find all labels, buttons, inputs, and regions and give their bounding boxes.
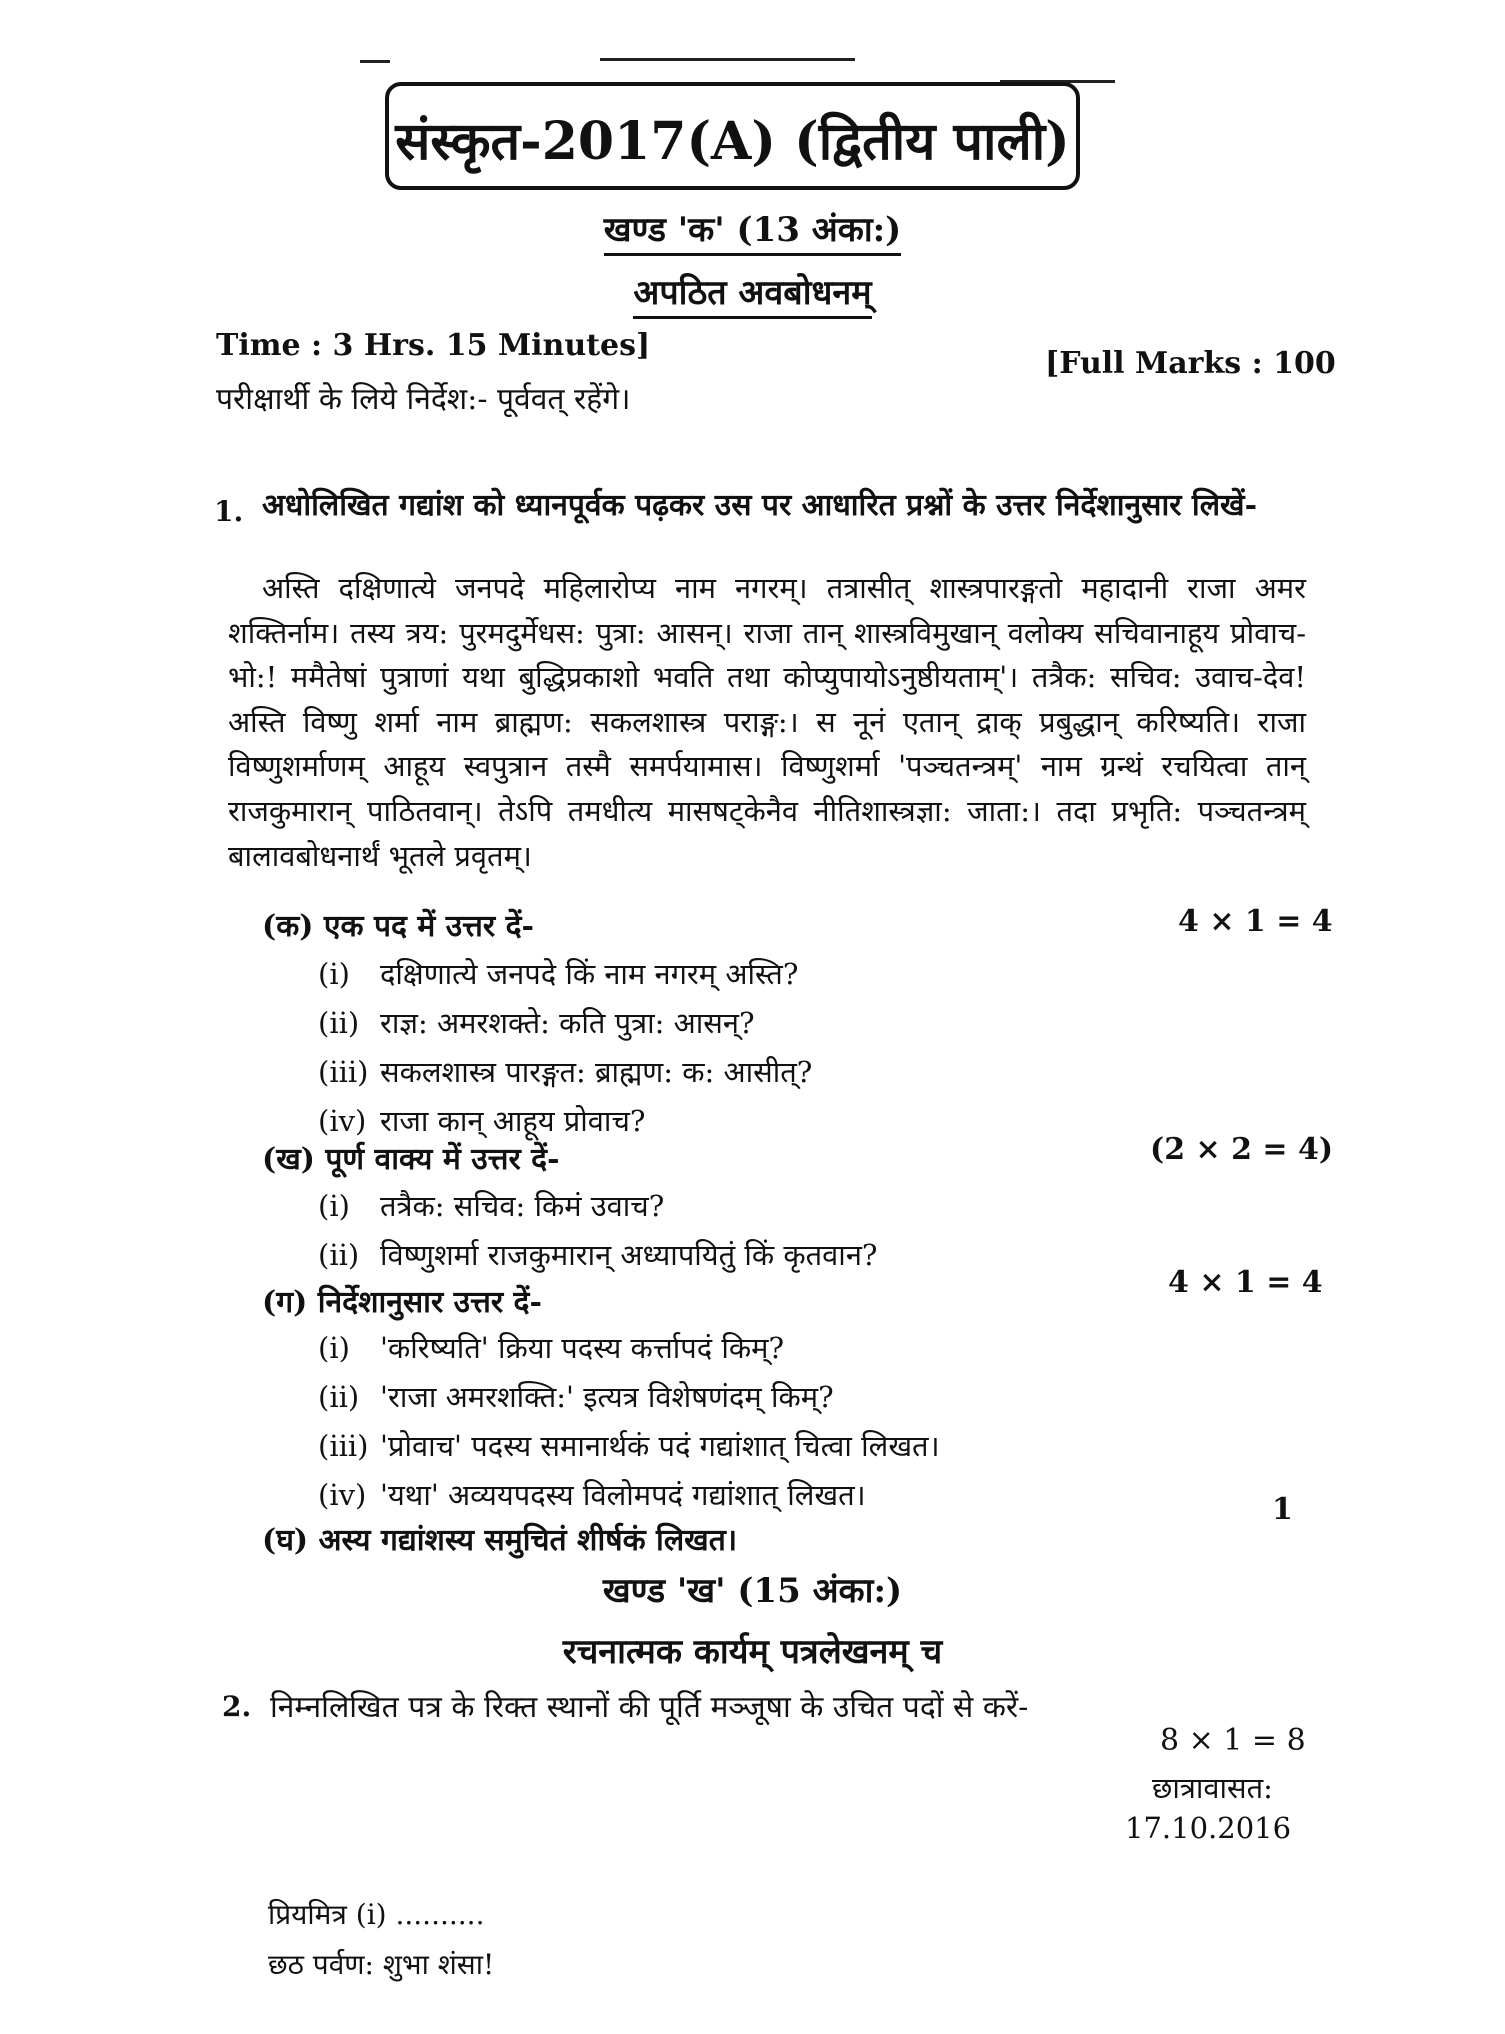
item-text: 'राजा अमरशक्ति:' इत्यत्र विशेषणंदम् किम्?	[380, 1380, 834, 1414]
passage: अस्ति दक्षिणात्ये जनपदे महिलारोप्य नाम नगरम्। तत्रासीत् शास्त्रपारङ्गतो महादानी राजा अमर शक्तिर्नाम। तस्य त्रय: पुरमदुर्मेधस: पुत्रा: आसन्। राजा तान् शास्त्रविमुखान् वलोक्य सचिवानाहूय प्रोवाच-भो:! ममैतेषां पुत्राणां यथा बुद्धिप्रकाशो भवति तथा कोप्युपायोऽनुष्ठीयताम्'। तत्रैक: सचिव: उवाच-देव! अस्ति विष्णु शर्मा नाम ब्राह्मण: सकलशास्त्र पराङ्ग:। स नूनं एतान् द्राक् प्रबुद्धान् करिष्यति। राजा विष्णुशर्माणम् आहूय स्वपुत्रान तस्मै समर्पयामास। विष्णुशर्मा 'पञ्चतन्त्रम्' नाम ग्रन्थं रचयित्वा तान् राजकुमारान् पाठितवान्। तेऽपि तमधीत्य मासषट्केनैव नीतिशास्त्रज्ञा: जाता:। तदा प्रभृति: पञ्चतन्त्रम् बालावबोधनार्थं भूतले प्रवृतम्।	[228, 571, 1306, 873]
part-ga-item-3	[318, 1426, 940, 1465]
item-number: (ii)	[318, 1380, 360, 1414]
letter-greeting: छठ पर्वण: शुभा शंसा!	[268, 1948, 495, 1981]
full-marks-label: [Full Marks : 100	[1045, 346, 1336, 381]
item-number: (i)	[318, 1331, 350, 1365]
part-ka-marks: 4 × 1 = 4	[1178, 904, 1333, 939]
part-ka-label: (क) एक पद में उत्तर दें-	[262, 909, 535, 944]
item-text: राजा कान् आहूय प्रोवाच?	[380, 1104, 646, 1138]
letter-date: 17.10.2016	[1125, 1811, 1292, 1845]
item-text: 'करिष्यति' क्रिया पदस्य कर्त्तापदं किम्?	[380, 1331, 785, 1365]
item-text: 'यथा' अव्ययपदस्य विलोमपदं गद्यांशात् लिखत।	[380, 1478, 866, 1512]
item-text: दक्षिणात्ये जनपदे किं नाम नगरम् अस्ति?	[380, 957, 799, 991]
top-rule-middle	[600, 58, 855, 61]
part-kha-item-2	[318, 1235, 877, 1274]
part-ka-item-1	[318, 954, 798, 993]
item-number: (iii)	[318, 1055, 369, 1089]
question-2-prompt: निम्नलिखित पत्र के रिक्त स्थानों की पूर्ति मञ्जूषा के उचित पदों से करें-	[270, 1690, 1029, 1725]
item-text: तत्रैक: सचिव: किमं उवाच?	[380, 1189, 665, 1223]
section-b-subheading: रचनात्मक कार्यम् पत्रलेखनम् च	[562, 1632, 943, 1672]
letter-salutation: प्रियमित्र (i) ..........	[268, 1898, 485, 1931]
candidate-instructions: परीक्षार्थी के लिये निर्देश:- पूर्ववत् रहेंगे।	[216, 382, 631, 417]
item-number: (iv)	[318, 1104, 367, 1138]
section-b-heading: खण्ड 'ख' (15 अंका:)	[602, 1571, 903, 1611]
part-kha-marks: (2 × 2 = 4)	[1150, 1132, 1334, 1167]
part-ga-label: (ग) निर्देशानुसार उत्तर दें-	[262, 1285, 542, 1320]
item-number: (ii)	[318, 1238, 360, 1272]
part-kha-item-1	[318, 1186, 664, 1225]
part-ga-item-2	[318, 1377, 834, 1416]
item-text: राज्ञ: अमरशक्ते: कति पुत्रा: आसन्?	[380, 1006, 755, 1040]
top-rule-left	[360, 60, 390, 63]
part-ga-item-4	[318, 1475, 866, 1514]
section-a-subheading-text: अपठित अवबोधनम्	[633, 268, 871, 319]
part-ka-item-2	[318, 1003, 755, 1042]
time-label: Time : 3 Hrs. 15 Minutes]	[216, 328, 651, 363]
item-text: विष्णुशर्मा राजकुमारान् अध्यापयितुं किं कृतवान?	[380, 1238, 878, 1272]
item-text: 'प्रोवाच' पदस्य समानार्थकं पदं गद्यांशात् चित्वा लिखत।	[380, 1429, 940, 1463]
section-a-heading-text: खण्ड 'क' (13 अंका:)	[604, 205, 902, 256]
section-a-subheading	[0, 268, 1505, 319]
title-box	[385, 82, 1080, 190]
part-ga-marks: 4 × 1 = 4	[1168, 1265, 1323, 1300]
part-kha-label: (ख) पूर्ण वाक्य में उत्तर दें-	[262, 1142, 560, 1177]
item-number: (i)	[318, 1189, 350, 1223]
item-number: (i)	[318, 957, 350, 991]
part-gha-label: (घ) अस्य गद्यांशस्य समुचितं शीर्षकं लिखत।	[262, 1523, 738, 1558]
item-number: (ii)	[318, 1006, 360, 1040]
item-number: (iii)	[318, 1429, 369, 1463]
question-2-number: 2.	[222, 1690, 252, 1723]
page-title: संस्कृत-2017(A) (द्वितीय पाली)	[395, 111, 1070, 172]
letter-place: छात्रावासत:	[1152, 1771, 1273, 1805]
question-1-prompt: अधोलिखित गद्यांश को ध्यानपूर्वक पढ़कर उस पर आधारित प्रश्नों के उत्तर निर्देशानुसार लिखें-	[262, 488, 1258, 523]
question-1-number: 1.	[214, 495, 244, 528]
part-ka-item-4	[318, 1101, 645, 1140]
item-text: सकलशास्त्र पारङ्गत: ब्राह्मण: क: आसीत्?	[380, 1055, 813, 1089]
part-gha-marks: 1	[1272, 1492, 1293, 1527]
section-a-heading	[0, 205, 1505, 256]
question-2-marks: 8 × 1 = 8	[1160, 1723, 1306, 1758]
part-ka-item-3	[318, 1052, 812, 1091]
item-number: (iv)	[318, 1478, 367, 1512]
part-ga-item-1	[318, 1328, 784, 1367]
